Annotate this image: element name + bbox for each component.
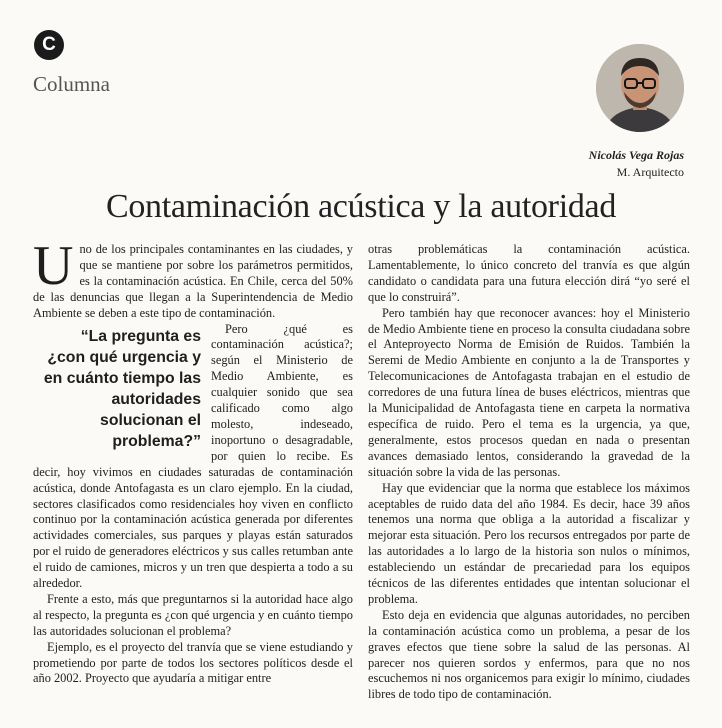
- paragraph-1-text: no de los principales contaminantes en las ciudades, y que se mantiene por sobre los parámetros permitidos, es la contaminación acústica. En Chile, cerca del 50% de las denuncias que llegan a la Superintendencia de Medio Ambiente se deben a este tipo de contaminación.: [33, 242, 353, 320]
- pull-quote: “La pregunta es ¿con qué urgencia y en cuánto tiempo las autoridades solucionan el problema?”: [43, 327, 201, 450]
- author-portrait-icon: [596, 44, 684, 132]
- paragraph-5: Pero también hay que reconocer avances: hoy el Ministerio de Medio Ambiente tiene en proceso la consulta ciudadana sobre el Anteproyecto Norma de Emisión de Ruidos. También la Seremi de Medio Ambiente en conjunto a la de Transportes y Telecomunicaciones de Antofagasta trabajan en el estudio de corredores de una futura línea de buses eléctricos, mientras que la Municipalidad de Antofagasta tiene en carpeta la normativa específica de ruido. Pero el tema es la urgencia, ya que, generalmente, estos procesos quedan en nada o presentan avances demasiado lentos, considerando la gravedad de la situación sobre la vida de las personas.: [368, 305, 690, 479]
- dropcap: U: [33, 235, 74, 297]
- author-role: M. Arquitecto: [616, 165, 684, 179]
- paragraph-2-text: Pero ¿qué es contaminación acústica?; según el Ministerio de Medio Ambiente, es cualquier sonido que sea calificado como algo molesto, indeseado, inoportuno o desagradable, por quien lo recibe. Es decir, hoy vivimos en ciudades saturadas de contaminación acústica, donde Antofagasta es un claro ejemplo. En la ciudad, sectores clasificados como residenciales hoy viven en conflicto continuo por la contaminación acústica generada por diferentes actividades comerciales, sus parques y playas están saturados por el ruido de generadores eléctricos y sus calles retumban ante el ruido de camiones, micros y un tren que despierta a todo a su alrededor.: [33, 321, 353, 591]
- author-avatar: [596, 44, 684, 132]
- article-title: Contaminación acústica y la autoridad: [105, 188, 617, 225]
- article-column-right: [368, 242, 690, 703]
- paragraph-2: [33, 322, 353, 592]
- section-label: Columna: [33, 72, 110, 96]
- paragraph-6: Hay que evidenciar que la norma que establece los máximos aceptables de ruido data del año 1984. Es decir, hace 39 años tenemos una norma que obliga a la autoridad a fiscalizar y mejorar esta situación. Pero los recursos entregados por parte de las autoridades a lo largo de la historia son nulos o mínimos, estableciendo un estándar de precariedad para los equipos técnicos de las diferentes entidades que intentan solucionar el problema.: [368, 480, 690, 606]
- article-column-left: [33, 235, 353, 687]
- paragraph-1: [33, 235, 353, 322]
- paragraph-3: Frente a esto, más que preguntarnos si la autoridad hace algo al respecto, la pregunta es ¿con qué urgencia y en cuánto tiempo las autoridades solucionan el problema?: [33, 591, 353, 638]
- paragraph-4: Ejemplo, es el proyecto del tranvía que se viene estudiando y prometiendo por parte de todos los sectores políticos desde el año 2002. Proyecto que ayudaría a mitigar entre: [33, 639, 353, 686]
- paragraph-4-continued: otras problemáticas la contaminación acústica. Lamentablemente, lo único concreto del tranvía es que algún candidato o candidata para una futura elección dirá “yo seré el que lo construirá”.: [368, 242, 690, 304]
- paragraph-7: Esto deja en evidencia que algunas autoridades, no perciben la contaminación acústica como un problema, a pesar de los graves efectos que tiene sobre la salud de las personas. Al parecer nos quieren sordos y enfermos, para que no nos escuchemos ni nos organicemos para exigir lo mínimo, ciudades libres de todo tipo de contaminación.: [368, 607, 690, 702]
- author-name: Nicolás Vega Rojas: [588, 148, 684, 162]
- column-logo: C: [34, 30, 64, 60]
